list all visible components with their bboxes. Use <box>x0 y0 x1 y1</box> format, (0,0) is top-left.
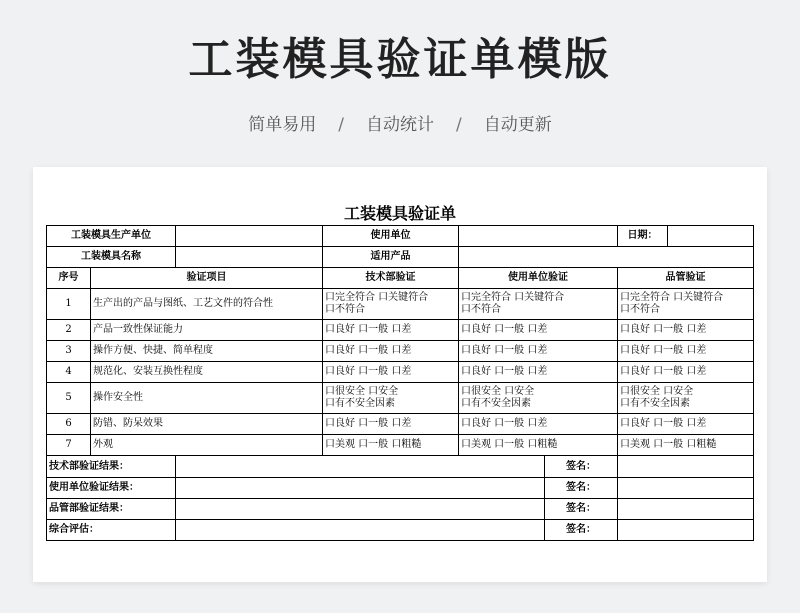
product-field[interactable] <box>459 247 754 268</box>
date-label: 日期： <box>618 226 668 247</box>
option-line[interactable]: 口很安全 口安全 <box>325 386 399 397</box>
row-no: 7 <box>47 435 91 456</box>
user-options[interactable]: 口良好 口一般 口差 <box>459 341 618 362</box>
table-row <box>47 341 754 362</box>
result-label: 综合评估： <box>47 520 176 541</box>
producer-field[interactable] <box>176 226 323 247</box>
result-field[interactable] <box>176 499 545 520</box>
date-field[interactable] <box>668 226 754 247</box>
qc-options[interactable]: 口良好 口一般 口差 <box>618 320 754 341</box>
tech-options[interactable]: 口美观 口一般 口粗糙 <box>323 435 459 456</box>
result-label: 品管部验证结果： <box>47 499 176 520</box>
col-no: 序号 <box>47 268 91 289</box>
option-line[interactable]: 口很安全 口安全 <box>620 386 694 397</box>
sign-field[interactable] <box>618 499 754 520</box>
result-field[interactable] <box>176 520 545 541</box>
sign-label: 签名： <box>545 520 618 541</box>
qc-options[interactable]: 口良好 口一般 口差 <box>618 414 754 435</box>
row-item: 防错、防呆效果 <box>91 414 323 435</box>
tech-options[interactable]: 口良好 口一般 口差 <box>323 414 459 435</box>
option-line[interactable]: 口完全符合 口关键符合 <box>620 292 724 303</box>
row-item: 外观 <box>91 435 323 456</box>
tech-options[interactable] <box>323 289 459 320</box>
option-line[interactable]: 口完全符合 口关键符合 <box>325 292 429 303</box>
product-label: 适用产品 <box>323 247 459 268</box>
col-user: 使用单位验证 <box>459 268 618 289</box>
col-tech: 技术部验证 <box>323 268 459 289</box>
qc-options[interactable] <box>618 289 754 320</box>
row-no: 5 <box>47 383 91 414</box>
table-row <box>47 289 754 320</box>
table-header <box>47 268 754 289</box>
option-line[interactable]: 口不符合 <box>461 304 501 315</box>
result-row <box>47 499 754 520</box>
table-row <box>47 383 754 414</box>
qc-options[interactable]: 口良好 口一般 口差 <box>618 362 754 383</box>
row-no: 4 <box>47 362 91 383</box>
option-line[interactable]: 口不符合 <box>620 304 660 315</box>
verification-table <box>46 225 754 541</box>
user-options[interactable]: 口美观 口一般 口粗糙 <box>459 435 618 456</box>
separator: / <box>456 115 462 135</box>
row-no: 3 <box>47 341 91 362</box>
user-options[interactable]: 口良好 口一般 口差 <box>459 362 618 383</box>
user-unit-label: 使用单位 <box>323 226 459 247</box>
tech-options[interactable] <box>323 383 459 414</box>
result-row <box>47 520 754 541</box>
result-field[interactable] <box>176 478 545 499</box>
row-no: 2 <box>47 320 91 341</box>
producer-label: 工装模具生产单位 <box>47 226 176 247</box>
user-options[interactable] <box>459 289 618 320</box>
info-row <box>47 226 754 247</box>
tech-options[interactable]: 口良好 口一般 口差 <box>323 362 459 383</box>
user-unit-field[interactable] <box>459 226 618 247</box>
sign-label: 签名： <box>545 499 618 520</box>
table-row <box>47 362 754 383</box>
option-line[interactable]: 口不符合 <box>325 304 365 315</box>
sign-field[interactable] <box>618 520 754 541</box>
feature-1: 简单易用 <box>248 115 317 135</box>
option-line[interactable]: 口有不安全因素 <box>461 398 531 409</box>
form-sheet <box>33 167 767 582</box>
separator: / <box>338 115 344 135</box>
result-field[interactable] <box>176 456 545 478</box>
row-item: 操作安全性 <box>91 383 323 414</box>
row-item: 产品一致性保证能力 <box>91 320 323 341</box>
col-qc: 品管验证 <box>618 268 754 289</box>
option-line[interactable]: 口完全符合 口关键符合 <box>461 292 565 303</box>
feature-3: 自动更新 <box>483 115 552 135</box>
user-options[interactable]: 口良好 口一般 口差 <box>459 414 618 435</box>
row-item: 规范化、安装互换性程度 <box>91 362 323 383</box>
table-row <box>47 414 754 435</box>
result-row <box>47 478 754 499</box>
result-label: 使用单位验证结果： <box>47 478 176 499</box>
row-no: 1 <box>47 289 91 320</box>
feature-2: 自动统计 <box>366 115 434 135</box>
form-title: 工装模具验证单 <box>343 204 456 223</box>
feature-tagline <box>0 113 800 137</box>
result-label: 技术部验证结果： <box>47 456 176 478</box>
name-label: 工装模具名称 <box>47 247 176 268</box>
row-item: 操作方便、快捷、简单程度 <box>91 341 323 362</box>
result-row <box>47 456 754 478</box>
qc-options[interactable] <box>618 383 754 414</box>
option-line[interactable]: 口很安全 口安全 <box>461 386 535 397</box>
option-line[interactable]: 口有不安全因素 <box>620 398 690 409</box>
sign-label: 签名： <box>545 456 618 478</box>
table-row <box>47 435 754 456</box>
page-title: 工装模具验证单模版 <box>188 34 612 85</box>
row-no: 6 <box>47 414 91 435</box>
sign-label: 签名： <box>545 478 618 499</box>
qc-options[interactable]: 口良好 口一般 口差 <box>618 341 754 362</box>
qc-options[interactable]: 口美观 口一般 口粗糙 <box>618 435 754 456</box>
user-options[interactable] <box>459 383 618 414</box>
name-field[interactable] <box>176 247 323 268</box>
user-options[interactable]: 口良好 口一般 口差 <box>459 320 618 341</box>
row-item: 生产出的产品与图纸、工艺文件的符合性 <box>91 289 323 320</box>
info-row <box>47 247 754 268</box>
sign-field[interactable] <box>618 478 754 499</box>
tech-options[interactable]: 口良好 口一般 口差 <box>323 320 459 341</box>
option-line[interactable]: 口有不安全因素 <box>325 398 395 409</box>
col-item: 验证项目 <box>91 268 323 289</box>
sign-field[interactable] <box>618 456 754 478</box>
table-row <box>47 320 754 341</box>
tech-options[interactable]: 口良好 口一般 口差 <box>323 341 459 362</box>
